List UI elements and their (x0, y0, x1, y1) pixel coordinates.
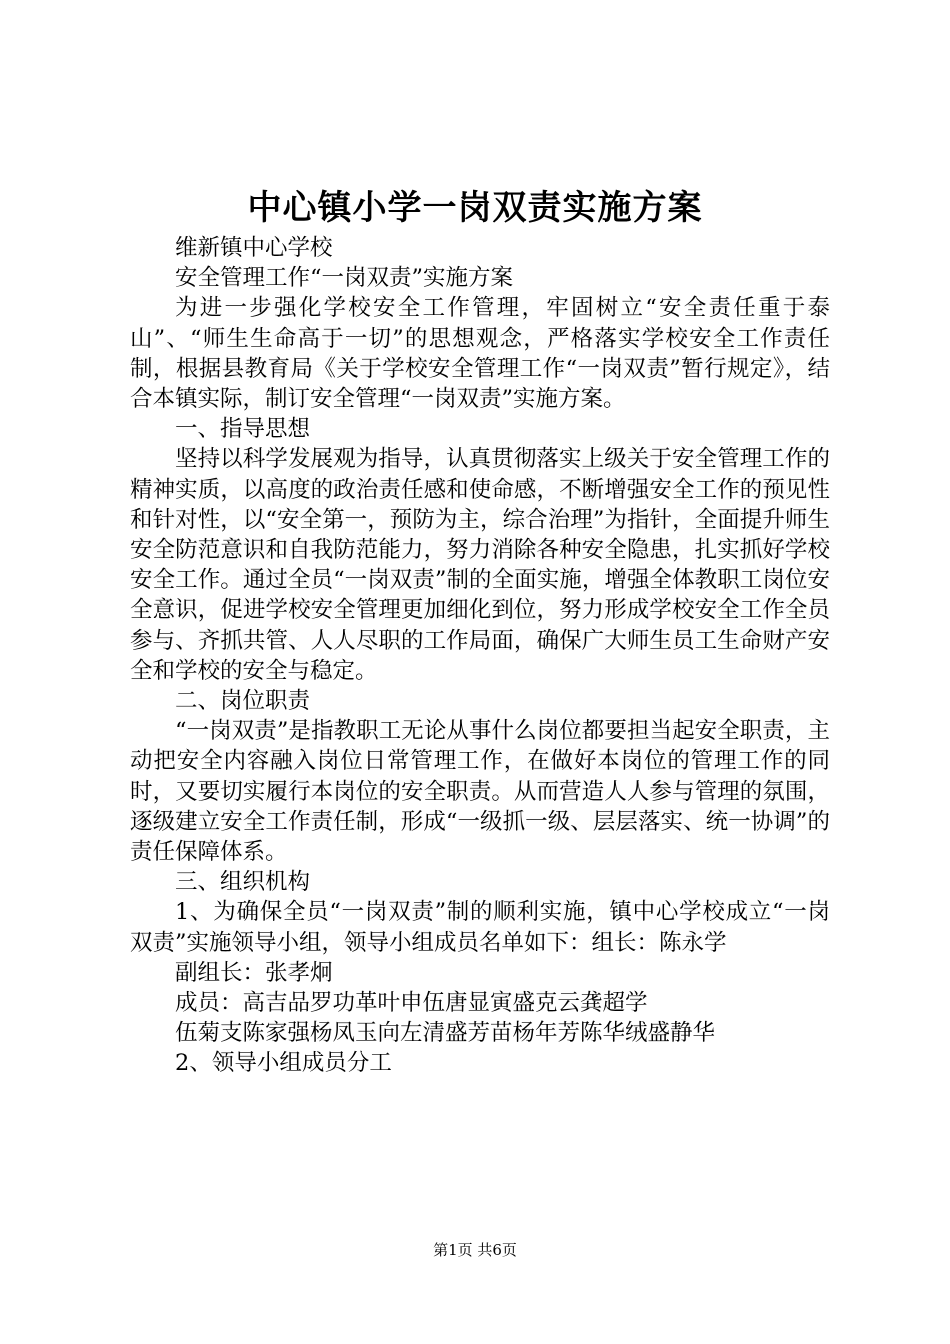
paragraph-intro: 为进一步强化学校安全工作管理，牢固树立“安全责任重于泰山”、“师生生命高于一切”的思想观念，严格落实学校安全工作责任制，根据县教育局《关于学校安全管理工作“一岗双责”暂行规定》，结合本镇实际，制订安全管理“一岗双责”实施方案。 (130, 295, 830, 413)
paragraph-duties: “一岗双责”是指教职工无论从事什么岗位都要担当起安全职责，主动把安全内容融入岗位日常管理工作，在做好本岗位的管理工作的同时，又要切实履行本岗位的安全职责。从而营造人人参与管理的氛围，逐级建立安全工作责任制，形成“一级抓一级、层层落实、统一协调”的责任保障体系。 (130, 718, 830, 866)
page-title: 中心镇小学一岗双责实施方案 (247, 188, 703, 228)
paragraph-deputy-leader: 副组长：张孝炯 (175, 959, 333, 986)
section-heading-guiding-thought: 一、指导思想 (175, 416, 311, 443)
paragraph-organization: 1、为确保全员“一岗双责”制的顺利实施，镇中心学校成立“一岗双责”实施领导小组，领导小组成员名单如下：组长：陈永学 (130, 899, 830, 956)
paragraph-guiding-thought: 坚持以科学发展观为指导，认真贯彻落实上级关于安全管理工作的精神实质，以高度的政治责任感和使命感，不断增强安全工作的预见性和针对性，以“安全第一，预防为主，综合治理”为指针，全面提升师生安全防范意识和自我防范能力，努力消除各种安全隐患，扎实抓好学校安全工作。通过全员“一岗双责”制的全面实施，增强全体教职工岗位安全意识，促进学校安全管理更加细化到位，努力形成学校安全工作全员参与、齐抓共管、人人尽职的工作局面，确保广大师生员工生命财产安全和学校的安全与稳定。 (130, 446, 830, 684)
paragraph-subtitle: 安全管理工作“一岗双责”实施方案 (175, 265, 514, 292)
page-number: 第1页 共6页 (433, 1241, 517, 1259)
paragraph-members: 成员：高吉品罗功革叶申伍唐显寅盛克云龚超学 (175, 990, 648, 1017)
section-heading-organization: 三、组织机构 (175, 869, 311, 896)
document-body (130, 233, 830, 1079)
paragraph-school-name: 维新镇中心学校 (175, 235, 333, 261)
paragraph-division-of-work: 2、领导小组成员分工 (175, 1050, 392, 1077)
section-heading-duties: 二、岗位职责 (175, 688, 311, 715)
paragraph-members-continued: 伍菊支陈家强杨凤玉向左清盛芳苗杨年芳陈华绒盛静华 (175, 1020, 716, 1047)
